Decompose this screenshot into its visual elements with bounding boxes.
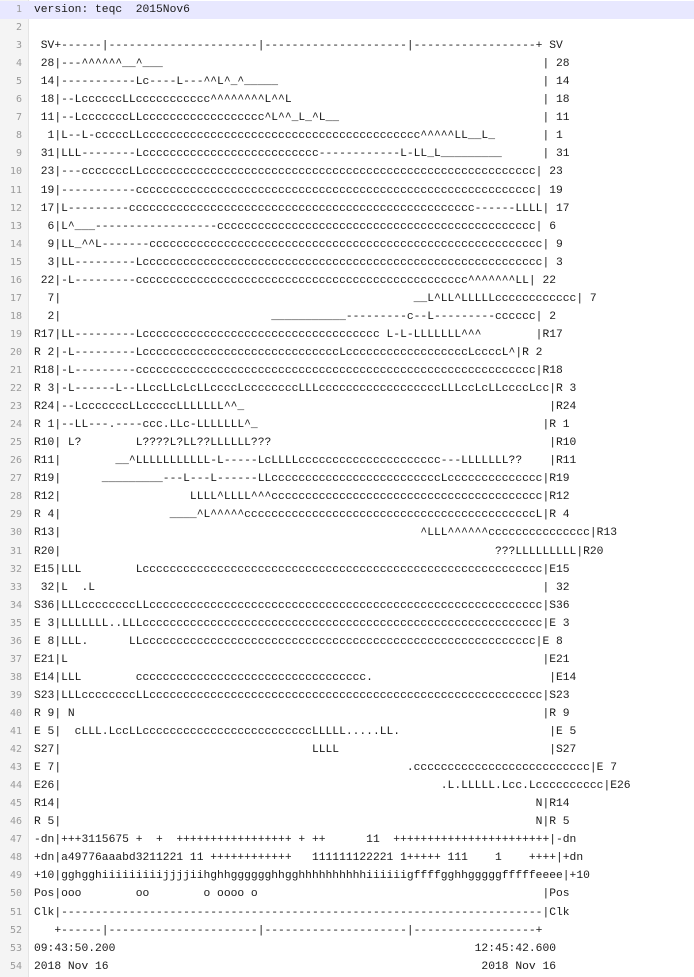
editor-line[interactable] — [0, 488, 694, 506]
editor-line[interactable] — [0, 470, 694, 488]
line-text[interactable]: R19| _________---L---L------LLcccccccccccccccccccccccccLcccccccccccccc|R19 — [34, 473, 570, 486]
editor-line[interactable] — [0, 272, 694, 290]
editor-line[interactable] — [0, 109, 694, 127]
line-text[interactable]: 2018 Nov 16 2018 Nov 16 — [34, 960, 557, 973]
line-text[interactable]: 28|---^^^^^^__^___ | 28 — [34, 58, 570, 71]
line-number: 1 — [15, 4, 22, 15]
editor-line[interactable] — [0, 741, 694, 759]
editor-line[interactable] — [0, 127, 694, 145]
editor-line[interactable] — [0, 940, 694, 958]
editor-line[interactable] — [0, 831, 694, 849]
editor-line[interactable] — [0, 344, 694, 362]
line-number: 46 — [9, 816, 22, 828]
editor-line[interactable] — [0, 795, 694, 813]
line-text[interactable]: Clk|-----------------------------------------------------------------------|Clk — [34, 906, 570, 919]
line-text[interactable]: S27| LLLL |S27 — [34, 744, 577, 757]
line-number: 53 — [9, 942, 22, 954]
line-number: 6 — [15, 94, 22, 106]
editor-line[interactable] — [0, 615, 694, 633]
line-text[interactable]: S36|LLLccccccccLLcccccccccccccccccccccccccccccccccccccccccccccccccccccccccc|S36 — [34, 599, 570, 612]
line-number: 37 — [9, 653, 22, 665]
line-text[interactable]: 14|-----------Lc----L---^^L^_^_____ | 14 — [34, 76, 570, 89]
line-number: 51 — [9, 906, 22, 918]
line-number: 5 — [15, 76, 22, 88]
line-text[interactable]: R11| __^LLLLLLLLLLL-L-----LcLLLLccccccccccccccccccccc---LLLLLLL?? |R11 — [34, 455, 577, 468]
editor-line[interactable] — [0, 434, 694, 452]
editor-line[interactable] — [0, 362, 694, 380]
line-text[interactable]: E 3|LLLLLLL..LLLccccccccccccccccccccccccccccccccccccccccccccccccccccccccccc|E 3 — [34, 617, 570, 630]
line-number: 21 — [9, 365, 22, 376]
line-text[interactable]: +10|gghgghiiiiiiiiijjjjiihghhgggggghhgghhhhhhhhhhiiiiiigffffgghhgggggfffffeeee|+10 — [34, 870, 590, 883]
line-number: 43 — [9, 762, 22, 774]
editor-line[interactable] — [0, 200, 694, 218]
editor-line[interactable] — [0, 777, 694, 795]
line-number: 33 — [9, 581, 22, 593]
editor-line[interactable] — [0, 885, 694, 903]
line-text[interactable]: R24|--LcccccccLLcccccLLLLLLL^^_ |R24 — [34, 401, 577, 414]
line-text[interactable]: 31|LLL--------Lcccccccccccccccccccccccccc------------L-LL_L_________ | 31 — [34, 148, 570, 161]
line-number: 14 — [9, 238, 22, 250]
line-number: 32 — [9, 563, 22, 575]
line-number: 24 — [9, 419, 22, 431]
editor-line[interactable] — [0, 543, 694, 561]
line-text[interactable]: E14|LLL cccccccccccccccccccccccccccccccccc. |E14 — [34, 671, 577, 684]
line-text[interactable]: 18|--LccccccLLccccccccccc^^^^^^^^L^^L | 18 — [34, 94, 570, 107]
line-number: 29 — [9, 509, 22, 521]
line-text[interactable]: R 3|-L------L--LLccLLcLcLLccccLccccccccLLLccccccccccccccccccLLLccLcLLccccLcc|R 3 — [34, 383, 577, 396]
line-number: 35 — [9, 617, 22, 629]
line-number: 26 — [9, 455, 22, 467]
editor-line[interactable] — [0, 813, 694, 831]
line-number: 34 — [9, 599, 22, 611]
line-number: 18 — [9, 310, 22, 322]
line-number: 16 — [9, 274, 22, 286]
line-text[interactable]: -dn|+++3115675 + + +++++++++++++++++ + ++ 11 +++++++++++++++++++++++|-dn — [34, 834, 577, 847]
line-number: 12 — [9, 202, 22, 214]
line-number: 31 — [9, 545, 22, 557]
editor-line[interactable] — [0, 218, 694, 236]
line-text[interactable]: R17|LL---------Lccccccccccccccccccccccccccccccccccc L-L-LLLLLLL^^^ |R17 — [34, 328, 563, 341]
line-text[interactable]: R14| N|R14 — [34, 798, 570, 811]
line-text[interactable]: E21|L |E21 — [34, 653, 570, 666]
editor-line[interactable] — [0, 633, 694, 651]
line-text[interactable]: SV+------|----------------------|---------------------|------------------+ SV — [34, 40, 563, 53]
line-number: 8 — [15, 130, 22, 142]
line-number: 30 — [9, 527, 22, 539]
editor-line[interactable] — [0, 55, 694, 73]
line-number: 39 — [9, 689, 22, 701]
line-number: 10 — [9, 166, 22, 178]
editor-line[interactable] — [0, 687, 694, 705]
line-number: 27 — [9, 473, 22, 485]
line-number: 42 — [9, 744, 22, 756]
editor-line[interactable] — [0, 290, 694, 308]
line-number: 28 — [9, 491, 22, 503]
line-text[interactable]: R10| L? L????L?LL??LLLLLL??? |R10 — [34, 437, 577, 450]
editor-line[interactable] — [0, 416, 694, 434]
line-text[interactable]: R18|-L---------ccccccccccccccccccccccccccccccccccccccccccccccccccccccccccc|R18 — [34, 365, 563, 377]
line-text[interactable]: 17|L---------ccccccccccccccccccccccccccccccccccccccccccccccccccc------LLLL| 17 — [34, 202, 570, 215]
editor-line[interactable] — [0, 398, 694, 416]
line-number: 17 — [9, 292, 22, 304]
editor-line[interactable] — [0, 669, 694, 687]
line-number: 19 — [9, 328, 22, 340]
editor-line[interactable] — [0, 37, 694, 55]
editor-line[interactable] — [0, 723, 694, 741]
line-number: 22 — [9, 383, 22, 395]
line-text[interactable]: 1|L--L-cccccLLccccccccccccccccccccccccccccccccccccccccc^^^^^LL__L_ | 1 — [34, 130, 563, 143]
line-text[interactable]: E26| .L.LLLLL.Lcc.Lcccccccccc|E26 — [34, 780, 631, 793]
line-number: 52 — [9, 924, 22, 936]
editor-line[interactable] — [0, 380, 694, 398]
editor-line[interactable] — [0, 759, 694, 777]
editor-line[interactable] — [0, 452, 694, 470]
line-text[interactable]: +dn|a49776aaabd3211221 11 ++++++++++++ 111111122221 1+++++ 111 1 ++++|+dn — [34, 852, 584, 865]
editor-line[interactable] — [0, 561, 694, 579]
editor-line[interactable] — [0, 849, 694, 867]
editor-line[interactable] — [0, 1, 694, 19]
line-text[interactable]: 7| __L^LL^LLLLLcccccccccccc| 7 — [34, 292, 597, 305]
line-text[interactable]: version: teqc 2015Nov6 — [34, 4, 190, 16]
line-number: 4 — [15, 58, 22, 70]
line-text[interactable]: 2| ___________---------c--L---------cccccc| 2 — [34, 310, 557, 323]
line-text[interactable]: 19|-----------ccccccccccccccccccccccccccccccccccccccccccccccccccccccccccc| 19 — [34, 184, 563, 197]
line-number: 50 — [9, 888, 22, 900]
editor-line[interactable] — [0, 705, 694, 723]
line-number: 36 — [9, 635, 22, 647]
line-text[interactable]: E 5| cLLL.LccLLcccccccccccccccccccccccccLLLLL.....LL. |E 5 — [34, 726, 577, 738]
line-number: 38 — [9, 671, 22, 683]
editor-line[interactable] — [0, 904, 694, 922]
editor-line[interactable] — [0, 579, 694, 597]
line-number: 7 — [15, 112, 22, 124]
line-number: 44 — [9, 780, 22, 792]
line-number: 2 — [15, 22, 22, 34]
line-number: 9 — [15, 148, 22, 160]
editor-line[interactable] — [0, 958, 694, 976]
line-text[interactable]: 9|LL_^^L-------cccccccccccccccccccccccccccccccccccccccccccccccccccccccccc| 9 — [34, 238, 563, 251]
line-text[interactable]: E 7| .cccccccccccccccccccccccccc|E 7 — [34, 762, 618, 775]
editor-line[interactable] — [0, 19, 694, 37]
line-text[interactable]: S23|LLLccccccccLLcccccccccccccccccccccccccccccccccccccccccccccccccccccccccc|S23 — [34, 689, 570, 702]
line-number: 48 — [9, 852, 22, 864]
line-number: 49 — [9, 870, 22, 882]
line-text[interactable]: E15|LLL Lccccccccccccccccccccccccccccccccccccccccccccccccccccccccccc|E15 — [34, 563, 570, 576]
line-number: 47 — [9, 834, 22, 846]
editor-line[interactable] — [0, 182, 694, 200]
editor-line[interactable] — [0, 326, 694, 344]
line-text[interactable]: R13| ^LLL^^^^^^ccccccccccccccc|R13 — [34, 527, 618, 540]
line-text[interactable]: 11|--LcccccccLLcccccccccccccccccc^L^^_L_^L__ | 11 — [34, 112, 570, 125]
line-text[interactable]: R12| LLLL^LLLL^^^cccccccccccccccccccccccccccccccccccccccc|R12 — [34, 491, 570, 504]
line-number: 41 — [9, 726, 22, 737]
editor-line[interactable] — [0, 236, 694, 254]
editor-line[interactable] — [0, 163, 694, 181]
editor-line[interactable] — [0, 506, 694, 524]
line-text[interactable]: 23|---cccccccLLcccccccccccccccccccccccccccccccccccccccccccccccccccccccccc| 23 — [34, 166, 563, 179]
line-text[interactable]: 6|L^___------------------ccccccccccccccccccccccccccccccccccccccccccccccc| 6 — [34, 220, 557, 233]
line-number: 25 — [9, 437, 22, 449]
line-text[interactable]: R 9| N |R 9 — [34, 707, 570, 720]
line-text[interactable]: R 1|--LL---.----ccc.LLc-LLLLLLL^_ |R 1 — [34, 419, 570, 432]
editor-line[interactable] — [0, 73, 694, 91]
line-text[interactable]: 09:43:50.200 12:45:42.600 — [34, 942, 557, 955]
editor-line[interactable] — [0, 922, 694, 940]
line-number: 13 — [9, 220, 22, 232]
line-number: 15 — [9, 256, 22, 268]
editor-line[interactable] — [0, 91, 694, 109]
line-text[interactable]: R 5| N|R 5 — [34, 816, 570, 829]
line-number: 20 — [9, 346, 22, 358]
line-text[interactable]: 22|-L---------ccccccccccccccccccccccccccccccccccccccccccccccccc^^^^^^^LL| 22 — [34, 274, 557, 287]
editor-line[interactable] — [0, 254, 694, 272]
line-text[interactable]: 3|LL---------Lccccccccccccccccccccccccccccccccccccccccccccccccccccccccccc| 3 — [34, 256, 563, 269]
editor-line[interactable] — [0, 145, 694, 163]
editor-line[interactable] — [0, 308, 694, 326]
line-number: 11 — [9, 184, 22, 196]
editor-line[interactable] — [0, 597, 694, 615]
line-text[interactable]: R 2|-L---------LcccccccccccccccccccccccccccccLccccccccccccccccccLccccL^|R 2 — [34, 346, 543, 359]
line-number: 23 — [9, 401, 22, 413]
line-text[interactable]: R20| ???LLLLLLLLL|R20 — [34, 545, 604, 558]
editor-line[interactable] — [0, 651, 694, 669]
editor-line[interactable] — [0, 867, 694, 885]
line-text[interactable]: E 8|LLL. LLcccccccccccccccccccccccccccccccccccccccccccccccccccccccccc|E 8 — [34, 635, 563, 648]
line-text[interactable]: Pos|ooo oo o oooo o |Pos — [34, 888, 570, 901]
line-text[interactable]: +------|----------------------|---------------------|------------------+ — [34, 924, 543, 937]
line-number: 3 — [15, 40, 22, 52]
editor-line[interactable] — [0, 524, 694, 542]
line-text[interactable]: R 4| ____^L^^^^^cccccccccccccccccccccccccccccccccccccccccccL|R 4 — [34, 509, 570, 522]
line-text[interactable]: 32|L .L | 32 — [34, 581, 570, 594]
line-number: 54 — [9, 960, 22, 972]
line-number: 40 — [9, 707, 22, 719]
line-number: 45 — [9, 798, 22, 810]
